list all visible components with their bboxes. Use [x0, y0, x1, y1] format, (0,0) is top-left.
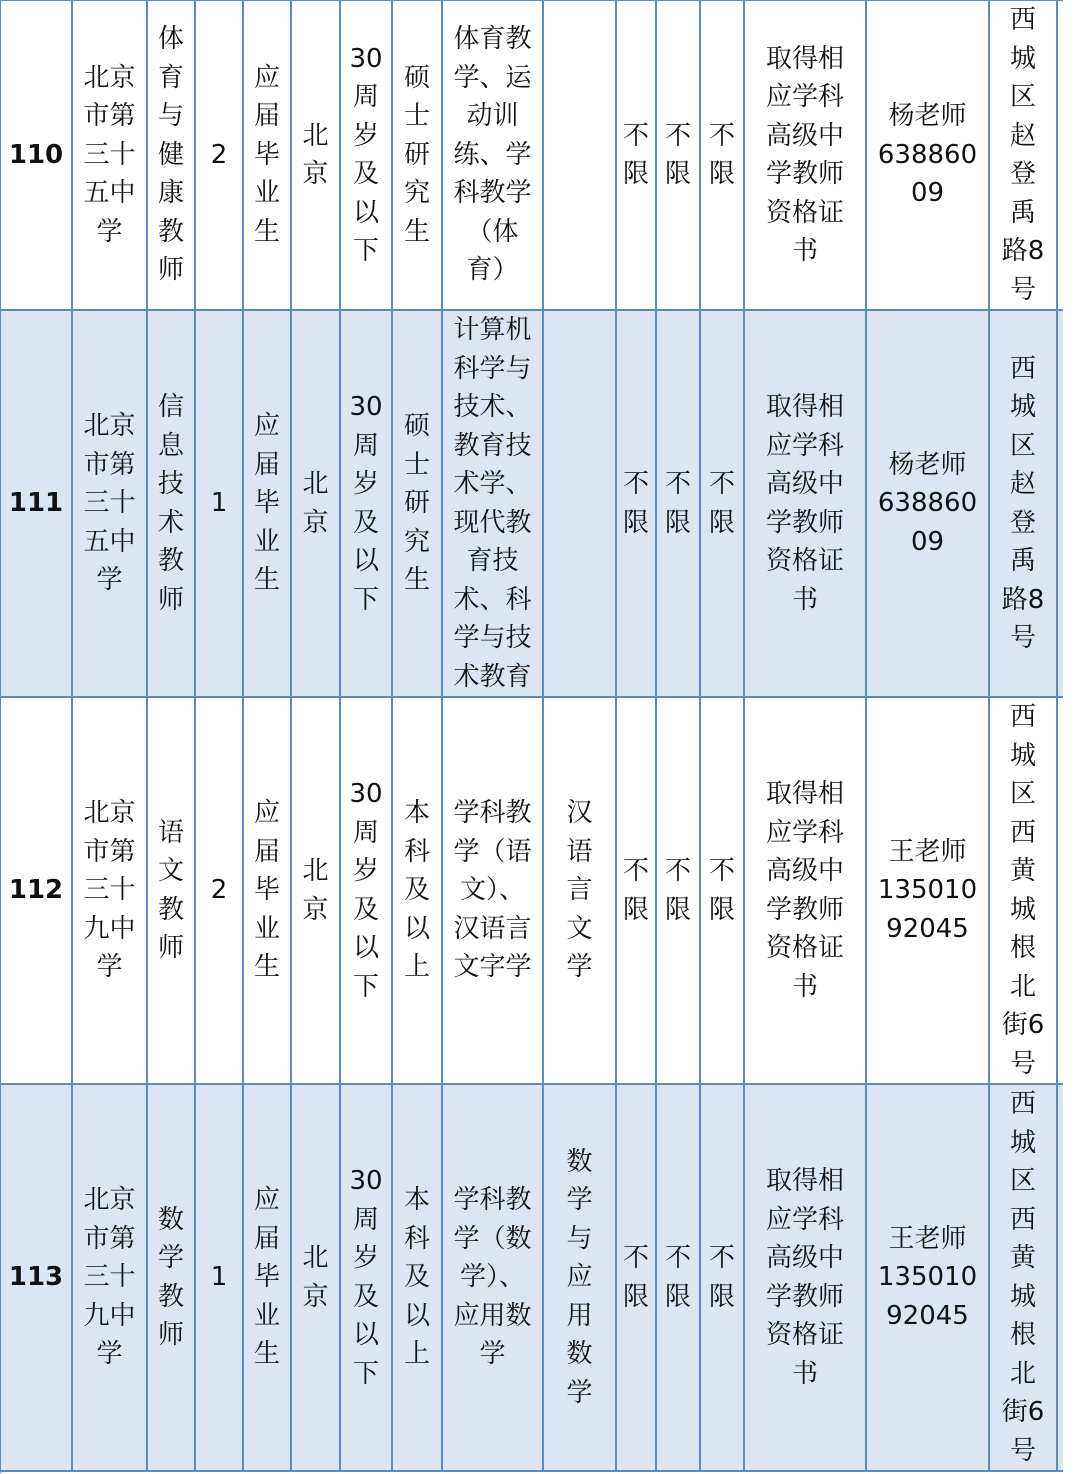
school-name: 北京 市第 三十 九中 学: [73, 698, 148, 1083]
education-requirement: 本 科 及 以 上: [393, 1085, 443, 1470]
table-row: [1, 1085, 1063, 1472]
requirement-unlimited-1: 不 限: [617, 1085, 657, 1470]
requirement-unlimited-1: 不 限: [617, 698, 657, 1083]
school-name: 北京 市第 三十 五中 学: [73, 1, 148, 309]
contact-info: 杨老师 638860 09: [867, 311, 990, 696]
education-requirement: 硕 士 研 究 生: [393, 311, 443, 696]
education-requirement: 硕 士 研 究 生: [393, 1, 443, 309]
requirement-unlimited-3: 不 限: [701, 311, 745, 696]
school-address: 西 城 区 西 黄 城 根 北 街6 号: [990, 698, 1058, 1083]
candidate-type: 应 届 毕 业 生: [244, 1, 292, 309]
contact-info: 杨老师 638860 09: [867, 1, 990, 309]
hire-count: 1: [196, 1085, 244, 1470]
contact-info: 王老师 135010 92045: [867, 1085, 990, 1470]
origin-requirement: 北 京: [292, 698, 341, 1083]
requirement-unlimited-3: 不 限: [701, 1085, 745, 1470]
contact-info: 王老师 135010 92045: [867, 698, 990, 1083]
qualification-requirement: 取得相 应学科 高级中 学教师 资格证 书: [745, 698, 867, 1083]
job-position: 数 学 教 师: [148, 1085, 196, 1470]
candidate-type: 应 届 毕 业 生: [244, 698, 292, 1083]
candidate-type: 应 届 毕 业 生: [244, 1085, 292, 1470]
age-requirement: 30 周 岁 及 以 下: [341, 1085, 393, 1470]
graduate-major: 体育教 学、运 动训 练、学 科教学 （体 育）: [443, 1, 544, 309]
job-position: 体 育 与 健 康 教 师: [148, 1, 196, 309]
age-requirement: 30 周 岁 及 以 下: [341, 311, 393, 696]
row-number: 111: [1, 311, 73, 696]
qualification-requirement: 取得相 应学科 高级中 学教师 资格证 书: [745, 311, 867, 696]
origin-requirement: 北 京: [292, 311, 341, 696]
hire-count: 2: [196, 1, 244, 309]
hire-count: 2: [196, 698, 244, 1083]
requirement-unlimited-2: 不 限: [657, 1085, 701, 1470]
qualification-requirement: 取得相 应学科 高级中 学教师 资格证 书: [745, 1085, 867, 1470]
school-address: 西 城 区 西 黄 城 根 北 街6 号: [990, 1085, 1058, 1470]
undergraduate-major: 数 学 与 应 用 数 学: [544, 1085, 617, 1470]
graduate-major: 学科教 学（语 文）、 汉语言 文字学: [443, 698, 544, 1083]
age-requirement: 30 周 岁 及 以 下: [341, 698, 393, 1083]
requirement-unlimited-1: 不 限: [617, 311, 657, 696]
school-address: 西 城 区 赵 登 禹 路8 号: [990, 311, 1058, 696]
requirement-unlimited-1: 不 限: [617, 1, 657, 309]
candidate-type: 应 届 毕 业 生: [244, 311, 292, 696]
undergraduate-major: [544, 1, 617, 309]
row-number: 112: [1, 698, 73, 1083]
table-row: [1, 311, 1063, 698]
school-name: 北京 市第 三十 五中 学: [73, 311, 148, 696]
school-name: 北京 市第 三十 九中 学: [73, 1085, 148, 1470]
school-address: 西 城 区 赵 登 禹 路8 号: [990, 1, 1058, 309]
requirement-unlimited-3: 不 限: [701, 698, 745, 1083]
requirement-unlimited-2: 不 限: [657, 698, 701, 1083]
row-number: 110: [1, 1, 73, 309]
hire-count: 1: [196, 311, 244, 696]
requirement-unlimited-2: 不 限: [657, 1, 701, 309]
requirement-unlimited-3: 不 限: [701, 1, 745, 309]
table-row: [1, 698, 1063, 1085]
table-row: [1, 1, 1063, 311]
requirement-unlimited-2: 不 限: [657, 311, 701, 696]
job-position: 信 息 技 术 教 师: [148, 311, 196, 696]
origin-requirement: 北 京: [292, 1085, 341, 1470]
age-requirement: 30 周 岁 及 以 下: [341, 1, 393, 309]
graduate-major: 计算机 科学与 技术、 教育技 术学、 现代教 育技 术、科 学与技 术教育: [443, 311, 544, 696]
education-requirement: 本 科 及 以 上: [393, 698, 443, 1083]
qualification-requirement: 取得相 应学科 高级中 学教师 资格证 书: [745, 1, 867, 309]
graduate-major: 学科教 学（数 学）、 应用数 学: [443, 1085, 544, 1470]
row-number: 113: [1, 1085, 73, 1470]
undergraduate-major: 汉 语 言 文 学: [544, 698, 617, 1083]
job-position: 语 文 教 师: [148, 698, 196, 1083]
origin-requirement: 北 京: [292, 1, 341, 309]
undergraduate-major: [544, 311, 617, 696]
